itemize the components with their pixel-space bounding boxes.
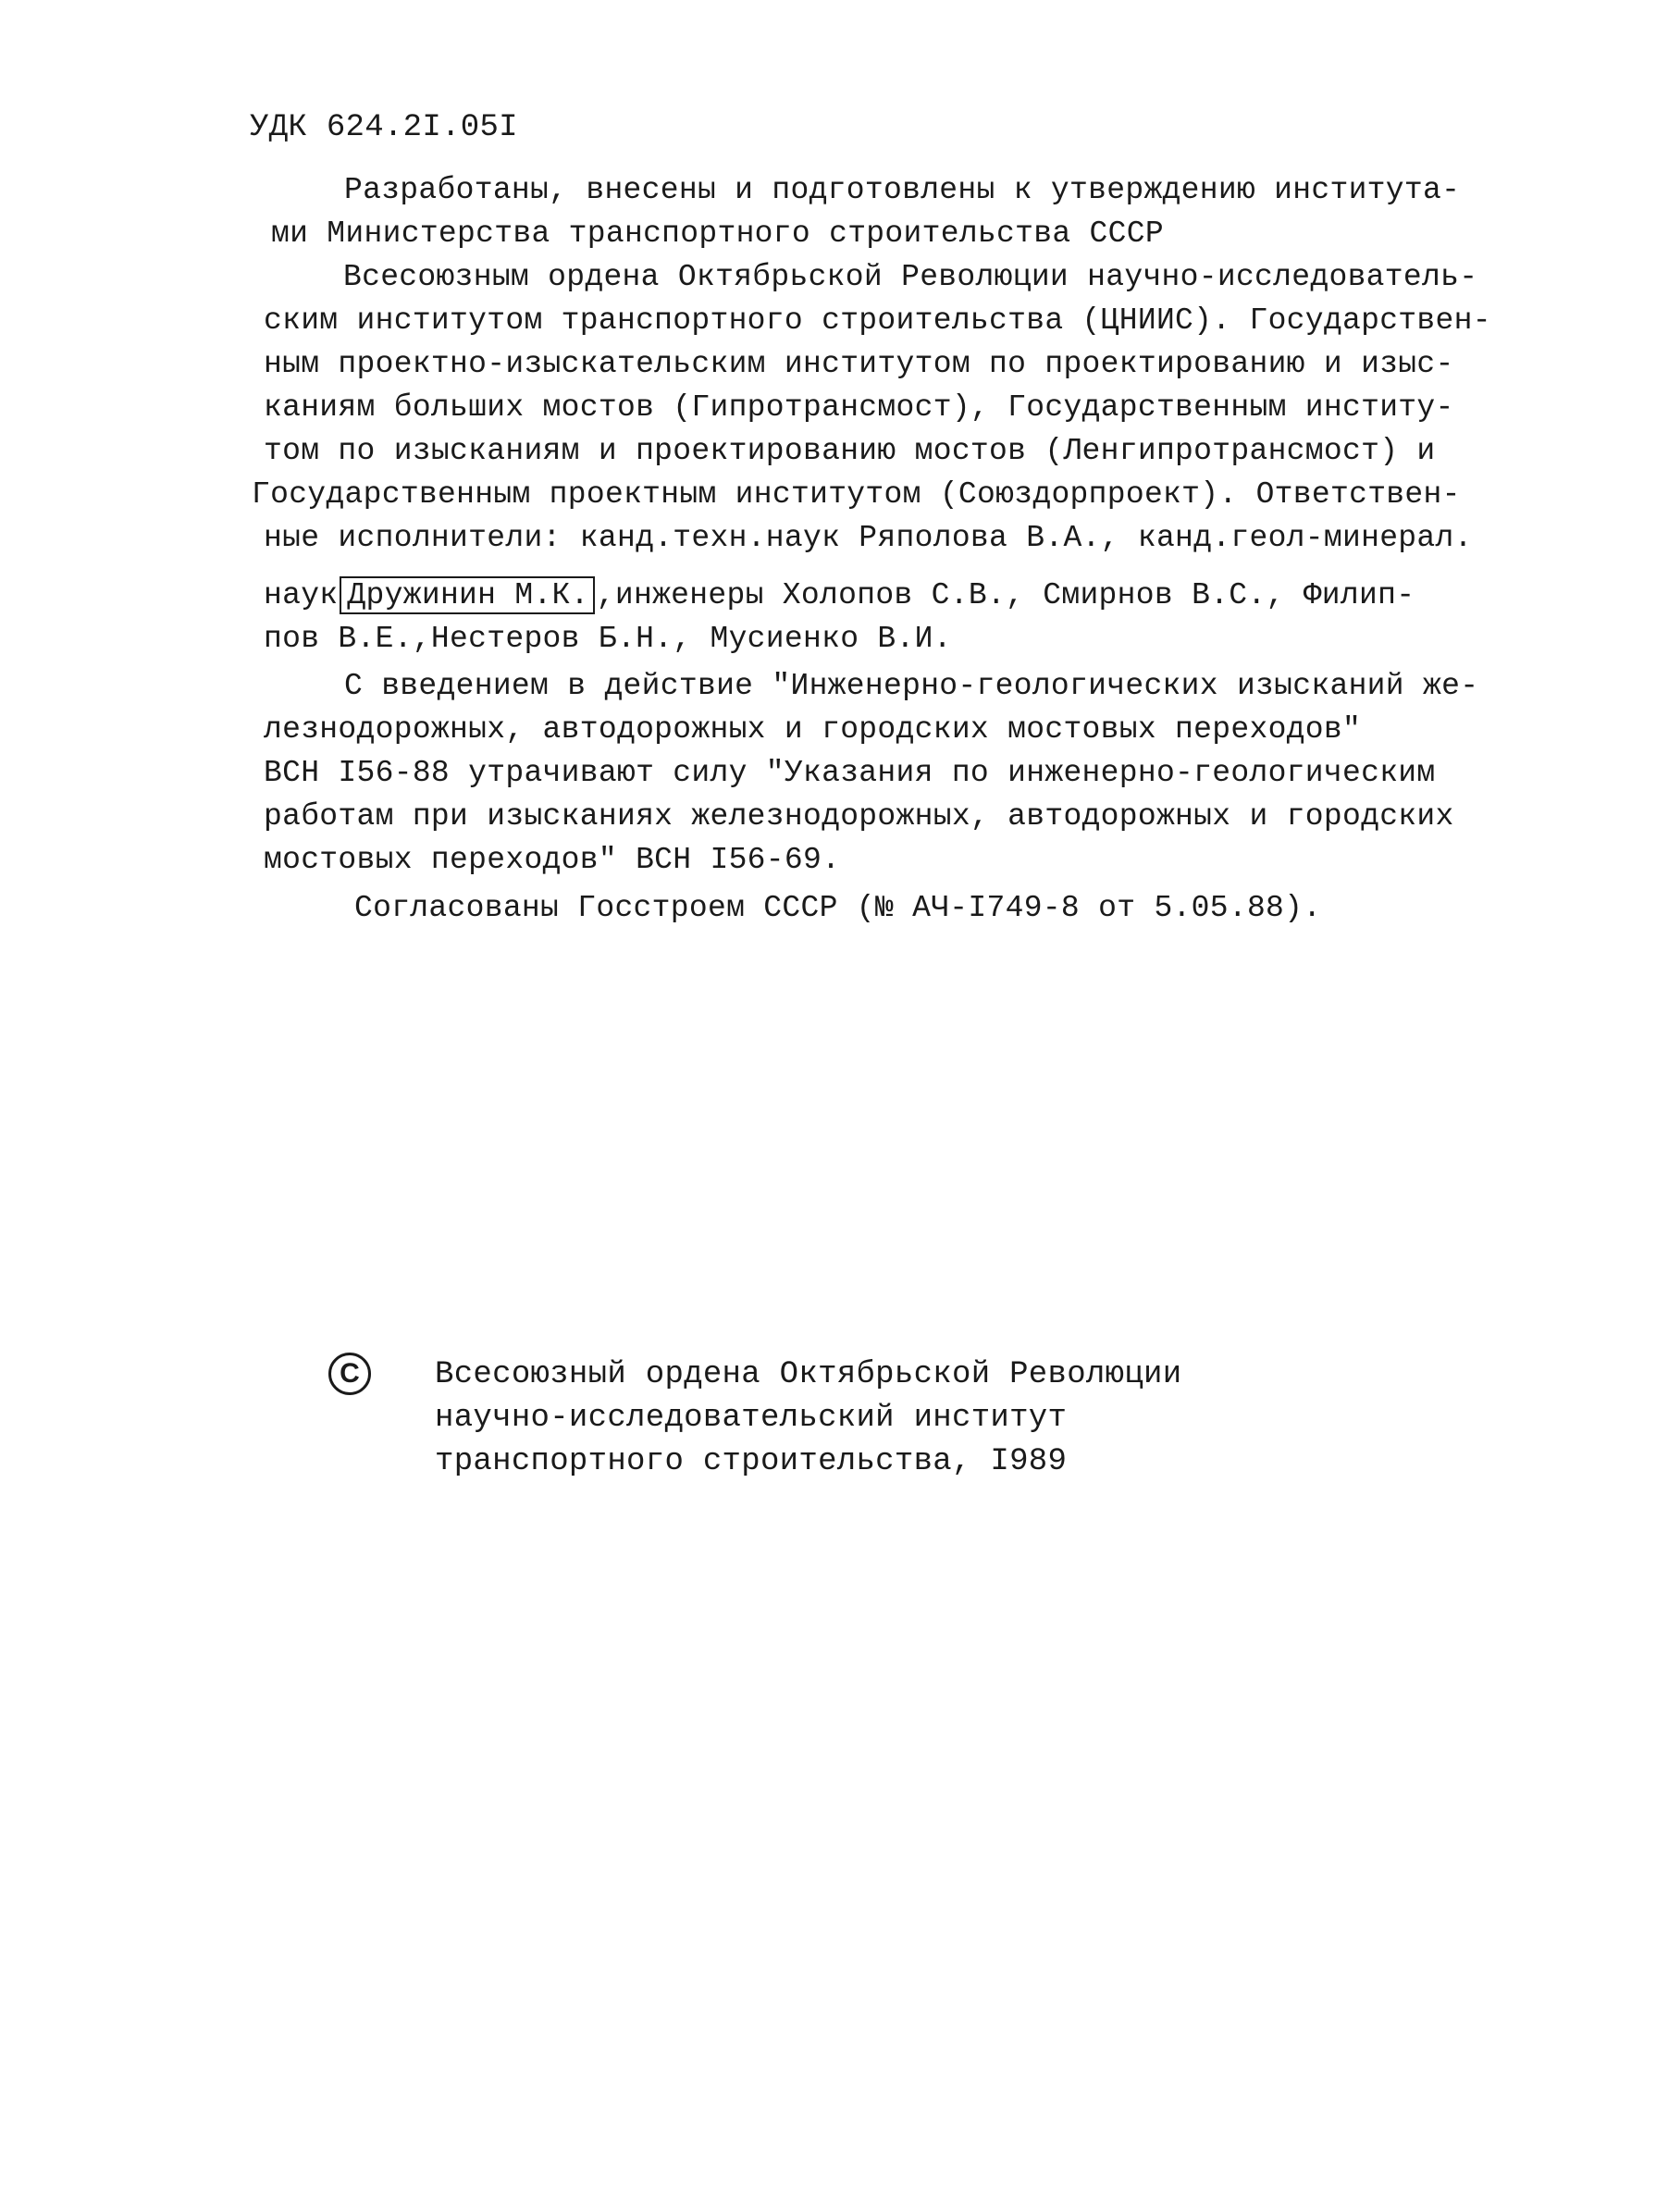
- body-line: ным проектно-изыскательским институтом по проектированию и изыс-: [264, 347, 1454, 381]
- body-line: каниям больших мостов (Гипротрансмост), Государственным институ-: [264, 390, 1454, 425]
- copyright-icon: C: [328, 1353, 371, 1395]
- body-line: том по изысканиям и проектированию мостов (Ленгипротрансмост) и: [264, 434, 1436, 468]
- approval-line: Согласованы Госстроем СССР (№ АЧ-I749-8 от 5.05.88).: [354, 891, 1322, 925]
- body-line: ные исполнители: канд.техн.наук Ряполова В.А., канд.геол-минерал.: [264, 521, 1473, 555]
- body-line-start: наук: [264, 578, 339, 612]
- body-line: работам при изысканиях железнодорожных, автодорожных и городских: [264, 799, 1454, 834]
- body-line: Государственным проектным институтом (Союздорпроект). Ответствен-: [252, 477, 1461, 512]
- body-line-with-boxed-name: [264, 577, 1415, 614]
- copyright-line: транспортного строительства, I989: [435, 1444, 1068, 1479]
- body-line: ВСН I56-88 утрачивают силу "Указания по инженерно-геологическим: [264, 756, 1436, 790]
- body-line: мостовых переходов" ВСН I56-69.: [264, 843, 841, 877]
- body-line: Всесоюзным ордена Октябрьской Революции научно-исследователь-: [343, 260, 1478, 294]
- body-line: ским институтом транспортного строительства (ЦНИИС). Государствен-: [264, 303, 1491, 338]
- body-line: С введением в действие "Инженерно-геологических изысканий же-: [344, 669, 1479, 703]
- copyright-line: научно-исследовательский институт: [435, 1401, 1068, 1436]
- body-line: пов В.Е.,Нестеров Б.Н., Мусиенко В.И.: [264, 622, 952, 656]
- body-line: ми Министерства транспортного строительства СССР: [271, 216, 1164, 251]
- body-line-end: ,инженеры Холопов С.В., Смирнов В.С., Филип-: [596, 578, 1415, 612]
- body-line: лезнодорожных, автодорожных и городских мостовых переходов": [264, 712, 1362, 747]
- copyright-line: Всесоюзный ордена Октябрьской Революции: [435, 1357, 1182, 1392]
- boxed-name: Дружинин М.К.: [340, 576, 594, 614]
- udc-code: УДК 624.2I.05I: [250, 110, 518, 145]
- body-line: Разработаны, внесены и подготовлены к утверждению института-: [344, 173, 1461, 207]
